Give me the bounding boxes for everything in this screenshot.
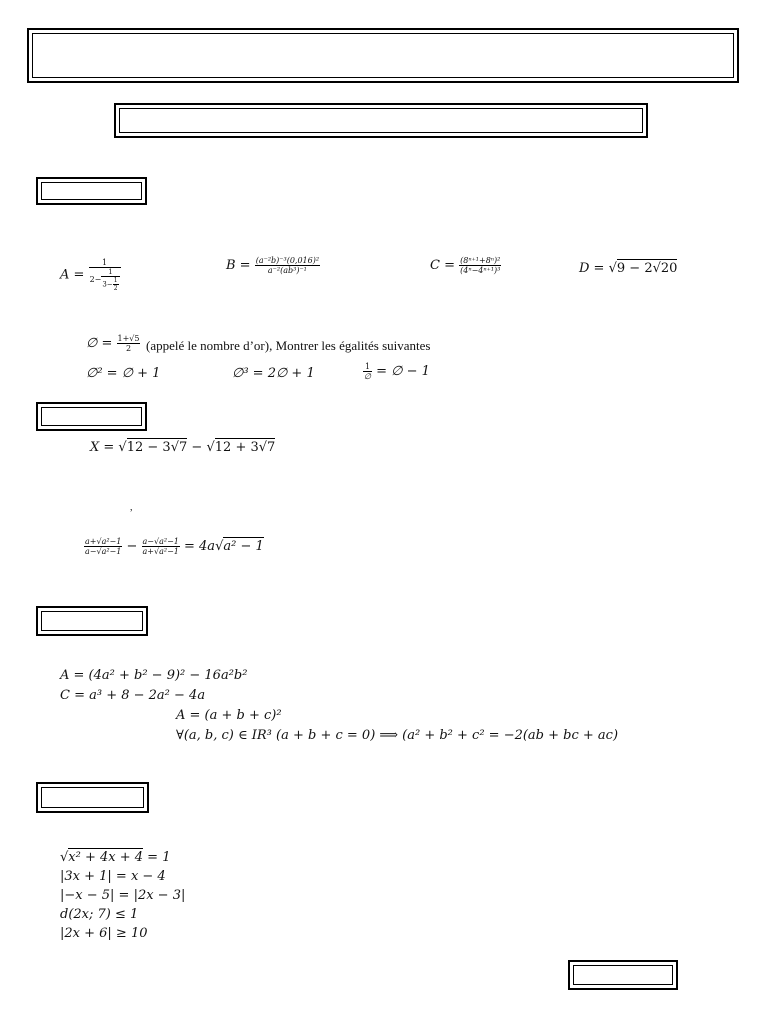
section-label-1 [36,177,147,205]
subtitle-box [114,103,648,138]
phi-eq-2: ∅³ = 2∅ + 1 [232,366,315,381]
expr-B: B = $\frac{\text{(a⁻²b)⁻³(0,016)²}}{\text{a⁻²(ab³)⁻¹}}$ [226,256,320,275]
ex3-line-1: A = (4a² + b² − 9)² − 16a²b² [60,668,248,683]
phi-definition: ∅ = $\frac{1+√5}{2}$ [86,334,140,353]
ex4-line-5: |2x + 6| ≥ 10 [60,926,148,941]
section-label-5 [568,960,678,990]
ex4-line-1: √x² + 4x + 4 = 1 [60,850,171,865]
expr-A: A = 1 2− 1 3− $\frac{1}{2}$ [60,258,121,292]
phi-eq-1: ∅² = ∅ + 1 [86,366,161,381]
ex3-line-4: ∀(a, b, c) ∈ IR³ (a + b + c = 0) ⟹ (a² + b² + c² = −2(ab + bc + ac) [176,728,619,743]
title-box [27,28,739,83]
ex4-line-3: |−x − 5| = |2x − 3| [60,888,186,903]
golden-instruction: (appelé le nombre d’or), Montrer les égalités suivantes [146,338,431,353]
phi-eq-3: $\frac{1}{\emptyset}$ = ∅ − 1 [364,362,430,381]
expr-D: D = √9 − 2√20 [579,261,678,276]
ex4-line-4: d(2x; 7) ≤ 1 [60,907,139,922]
ex3-line-3: A = (a + b + c)² [176,708,282,723]
ex3-line-2: C = a³ + 8 − 2a² − 4a [60,688,206,703]
stray-comma: , [130,502,133,513]
section-label-4 [36,782,149,813]
section-label-2 [36,402,147,431]
ex4-line-2: |3x + 1| = x − 4 [60,869,166,884]
expr-C: C = $\frac{\text{(8ⁿ⁺¹+8ⁿ)²}}{\text{(4ⁿ−4ⁿ⁺¹)³}}$ [430,256,501,275]
expr-X: X = √12 − 3√7 − √12 + 3√7 [90,440,276,455]
expr-identity: $\frac{\text{a+√a²−1}}{\text{a−√a²−1}}$ − $\frac{\text{a−√a²−1}}{\text{a+√a²−1}}$ = 4a√a² − 1 [85,537,264,556]
section-label-3 [36,606,148,636]
